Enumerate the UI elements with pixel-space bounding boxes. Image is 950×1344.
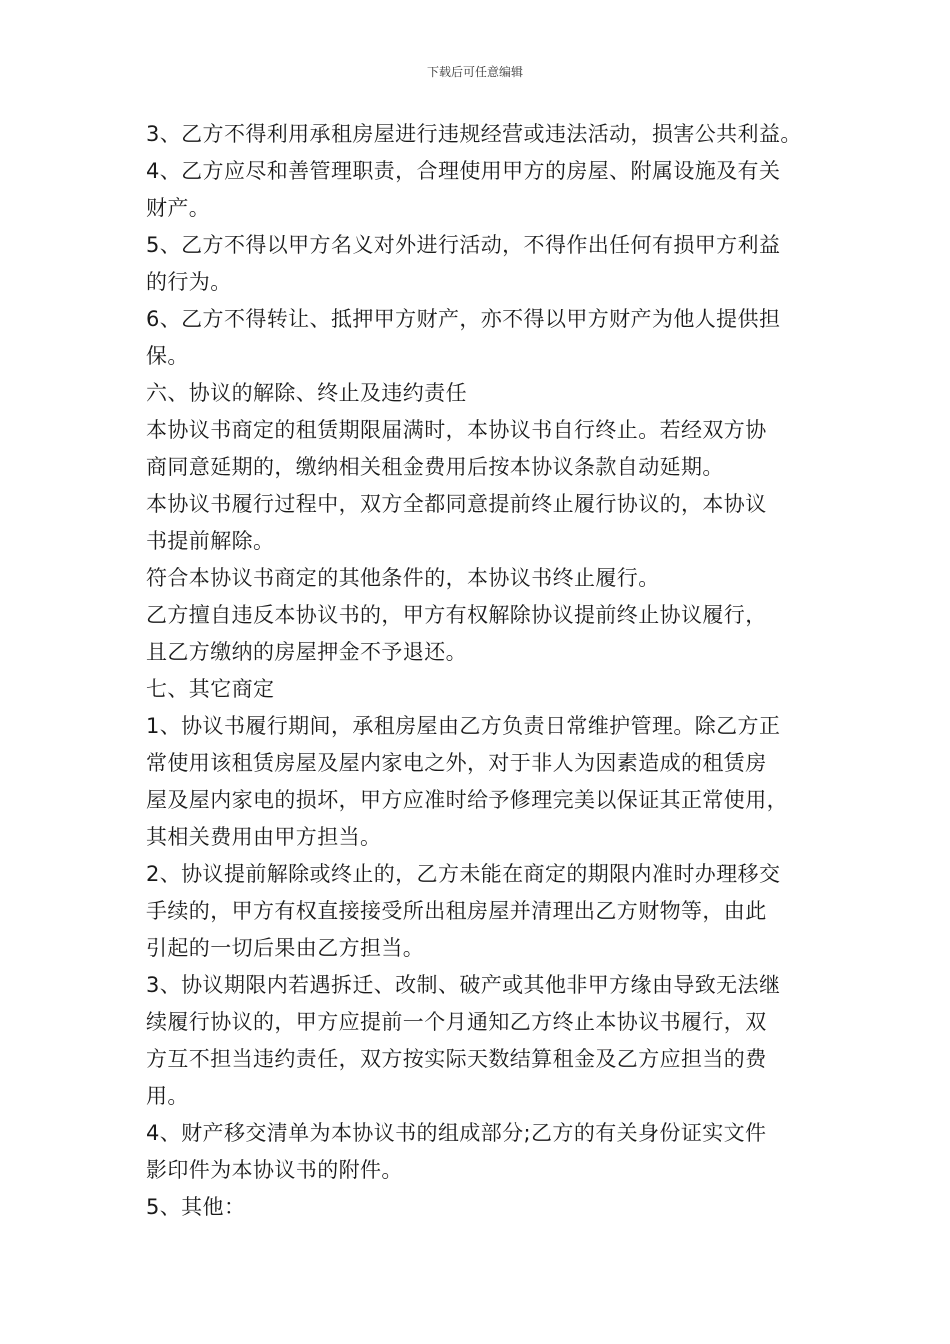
text-line: 方互不担当违约责任，双方按实际天数结算租金及乙方应担当的费 (146, 1047, 767, 1071)
text-line: 续履行协议的，甲方应提前一个月通知乙方终止本协议书履行，双 (146, 1010, 767, 1034)
document-body (146, 116, 814, 1226)
text-line: 5、乙方不得以甲方名义对外进行活动，不得作出任何有损甲方利益 (146, 233, 781, 257)
text-line: 屋及屋内家电的损坏，甲方应准时给予修理完美以保证其正常使用， (146, 788, 788, 812)
text-line: 3、协议期限内若遇拆迁、改制、破产或其他非甲方缘由导致无法继 (146, 973, 781, 997)
text-line: 2、协议提前解除或终止的，乙方未能在商定的期限内准时办理移交 (146, 862, 781, 886)
section-heading: 七、其它商定 (146, 677, 275, 701)
text-line: 用。 (146, 1084, 189, 1108)
text-line: 影印件为本协议书的附件。 (146, 1158, 403, 1182)
section-heading: 六、协议的解除、终止及违约责任 (146, 381, 467, 405)
text-line: 保。 (146, 344, 189, 368)
text-line: 手续的，甲方有权直接接受所出租房屋并清理出乙方财物等，由此 (146, 899, 767, 923)
text-line: 书提前解除。 (146, 529, 275, 553)
text-line: 4、财产移交清单为本协议书的组成部分;乙方的有关身份证实文件 (146, 1121, 767, 1145)
text-line: 且乙方缴纳的房屋押金不予退还。 (146, 640, 467, 664)
text-line: 商同意延期的，缴纳相关租金费用后按本协议条款自动延期。 (146, 455, 724, 479)
text-line: 的行为。 (146, 270, 232, 294)
text-line: 3、乙方不得利用承租房屋进行违规经营或违法活动，损害公共利益。 (146, 122, 802, 146)
text-line: 常使用该租赁房屋及屋内家电之外，对于非人为因素造成的租赁房 (146, 751, 767, 775)
page-header: 下载后可任意编辑 (426, 65, 523, 79)
text-line: 符合本协议书商定的其他条件的，本协议书终止履行。 (146, 566, 660, 590)
text-line: 6、乙方不得转让、抵押甲方财产，亦不得以甲方财产为他人提供担 (146, 307, 781, 331)
text-line: 引起的一切后果由乙方担当。 (146, 936, 425, 960)
text-line: 财产。 (146, 196, 211, 220)
text-line: 1、协议书履行期间，承租房屋由乙方负责日常维护管理。除乙方正 (146, 714, 781, 738)
text-line: 5、其他： (146, 1195, 246, 1219)
text-line: 其相关费用由甲方担当。 (146, 825, 382, 849)
text-line: 本协议书商定的租赁期限届满时，本协议书自行终止。若经双方协 (146, 418, 767, 442)
text-line: 乙方擅自违反本协议书的，甲方有权解除协议提前终止协议履行， (146, 603, 767, 627)
text-line: 本协议书履行过程中，双方全都同意提前终止履行协议的，本协议 (146, 492, 767, 516)
text-line: 4、乙方应尽和善管理职责，合理使用甲方的房屋、附属设施及有关 (146, 159, 781, 183)
